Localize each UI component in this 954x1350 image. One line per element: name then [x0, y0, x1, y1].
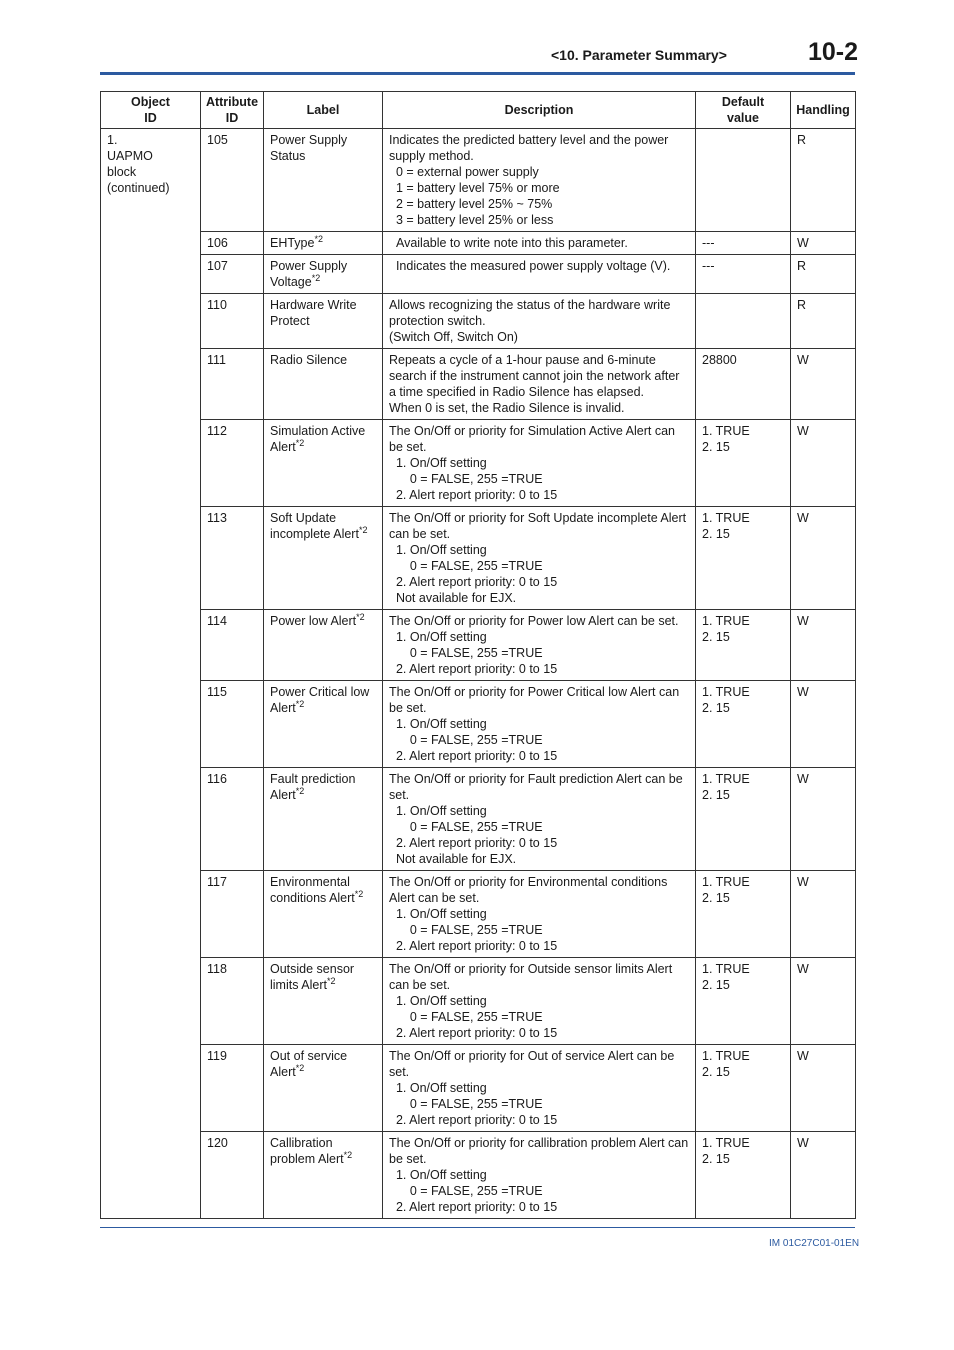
table-row: [101, 294, 856, 349]
label-cell: [264, 768, 383, 871]
description-cell: [383, 349, 696, 420]
handling-cell: W: [791, 1132, 856, 1219]
description-line: The On/Off or priority for Power low Alert can be set.: [389, 614, 679, 628]
description-line: 0 = FALSE, 255 =TRUE: [389, 1010, 543, 1024]
default-value-line: 2. 15: [702, 978, 730, 992]
default-value-line: ---: [702, 236, 715, 250]
table-row: [101, 871, 856, 958]
table-row: [101, 349, 856, 420]
description-cell: [383, 1132, 696, 1219]
default-value-line: 1. TRUE: [702, 962, 750, 976]
description-line: 1. On/Off setting: [389, 456, 487, 470]
default-value-line: 2. 15: [702, 891, 730, 905]
footnote-marker: *2: [314, 233, 323, 244]
col-header-default-value: Default value: [696, 92, 791, 129]
default-value-cell: [696, 958, 791, 1045]
attribute-id-cell: 110: [201, 294, 264, 349]
footnote-marker: *2: [295, 785, 305, 796]
description-line: Indicates the measured power supply voltage (V).: [389, 259, 671, 273]
label-text: Power Supply Status: [270, 133, 348, 163]
parameter-table: [100, 91, 856, 1219]
description-line: The On/Off or priority for Power Critical low Alert can be set.: [389, 685, 683, 715]
default-value-cell: [696, 420, 791, 507]
description-line: The On/Off or priority for Fault prediction Alert can be set.: [389, 772, 687, 802]
description-line: 1. On/Off setting: [389, 543, 487, 557]
footnote-marker: *2: [356, 611, 365, 622]
description-line: The On/Off or priority for Outside sensor limits Alert can be set.: [389, 962, 676, 992]
label-cell: [264, 958, 383, 1045]
description-line: The On/Off or priority for Environmental conditions Alert can be set.: [389, 875, 671, 905]
attribute-id-cell: 107: [201, 255, 264, 294]
description-line: Available to write note into this parameter.: [389, 236, 628, 250]
default-value-line: 2. 15: [702, 1152, 730, 1166]
object-id-line: UAPMO: [107, 149, 153, 163]
default-value-cell: [696, 232, 791, 255]
handling-cell: W: [791, 507, 856, 610]
description-line: 1. On/Off setting: [389, 994, 487, 1008]
footnote-marker: *2: [295, 437, 305, 448]
description-line: 1. On/Off setting: [389, 907, 487, 921]
table-row: [101, 681, 856, 768]
default-value-line: ---: [702, 259, 715, 273]
description-line: When 0 is set, the Radio Silence is invalid.: [389, 401, 625, 415]
label-text: Power Critical low Alert: [270, 685, 370, 715]
default-value-line: 2. 15: [702, 788, 730, 802]
attribute-id-cell: 119: [201, 1045, 264, 1132]
description-line: 0 = FALSE, 255 =TRUE: [389, 1097, 543, 1111]
default-value-line: 1. TRUE: [702, 511, 750, 525]
col-header-label: Label: [264, 92, 383, 129]
label-text: Power low Alert: [270, 614, 357, 628]
label-text: EHType: [270, 236, 315, 250]
description-line: Not available for EJX.: [389, 591, 517, 605]
label-text: Callibration problem Alert: [270, 1136, 344, 1166]
label-text: Environmental conditions Alert: [270, 875, 355, 905]
label-cell: [264, 507, 383, 610]
table-row: [101, 507, 856, 610]
description-line: 2. Alert report priority: 0 to 15: [389, 662, 558, 676]
col-header-handling: Handling: [791, 92, 856, 129]
attribute-id-cell: 111: [201, 349, 264, 420]
default-value-line: 1. TRUE: [702, 1136, 750, 1150]
default-value-line: 1. TRUE: [702, 1049, 750, 1063]
object-id-line: (continued): [107, 181, 170, 195]
label-cell: [264, 610, 383, 681]
handling-cell: R: [791, 129, 856, 232]
default-value-cell: [696, 129, 791, 232]
table-header-row: [101, 92, 856, 129]
description-line: 1 = battery level 75% or more: [389, 181, 560, 195]
description-line: 0 = FALSE, 255 =TRUE: [389, 472, 543, 486]
default-value-cell: [696, 1045, 791, 1132]
description-line: The On/Off or priority for callibration problem Alert can be set.: [389, 1136, 692, 1166]
label-cell: [264, 349, 383, 420]
label-text: Outside sensor limits Alert: [270, 962, 355, 992]
default-value-line: 1. TRUE: [702, 772, 750, 786]
handling-cell: W: [791, 232, 856, 255]
footnote-marker: *2: [358, 524, 368, 535]
object-id-line: 1.: [107, 133, 118, 147]
table-row: [101, 1132, 856, 1219]
handling-cell: W: [791, 768, 856, 871]
description-line: The On/Off or priority for Out of service Alert can be set.: [389, 1049, 678, 1079]
attribute-id-cell: 117: [201, 871, 264, 958]
label-text: Hardware Write Protect: [270, 298, 357, 328]
description-line: Allows recognizing the status of the hardware write protection switch.: [389, 298, 674, 328]
description-line: 0 = FALSE, 255 =TRUE: [389, 820, 543, 834]
attribute-id-cell: 105: [201, 129, 264, 232]
description-line: The On/Off or priority for Simulation Active Alert can be set.: [389, 424, 679, 454]
handling-cell: W: [791, 420, 856, 507]
default-value-line: 1. TRUE: [702, 875, 750, 889]
description-line: 2. Alert report priority: 0 to 15: [389, 488, 558, 502]
label-cell: [264, 420, 383, 507]
handling-cell: W: [791, 349, 856, 420]
description-cell: [383, 507, 696, 610]
default-value-line: 1. TRUE: [702, 424, 750, 438]
handling-cell: W: [791, 871, 856, 958]
default-value-line: 2. 15: [702, 630, 730, 644]
description-cell: [383, 1045, 696, 1132]
description-line: 0 = FALSE, 255 =TRUE: [389, 559, 543, 573]
default-value-line: 28800: [702, 353, 737, 367]
description-line: Repeats a cycle of a 1-hour pause and 6-minute search if the instrument cannot join the network after a time specified in Radio Silence has elapsed.: [389, 353, 683, 399]
description-line: 0 = FALSE, 255 =TRUE: [389, 733, 543, 747]
footer-rule: [100, 1227, 855, 1228]
description-line: The On/Off or priority for Soft Update incomplete Alert can be set.: [389, 511, 690, 541]
table-row: [101, 610, 856, 681]
footnote-marker: *2: [326, 975, 336, 986]
description-line: Not available for EJX.: [389, 852, 517, 866]
attribute-id-cell: 114: [201, 610, 264, 681]
default-value-cell: [696, 349, 791, 420]
table-row: [101, 129, 856, 232]
col-header-object-id: Object ID: [101, 92, 201, 129]
description-line: (Switch Off, Switch On): [389, 330, 518, 344]
col-header-description: Description: [383, 92, 696, 129]
table-row: [101, 232, 856, 255]
description-line: 2. Alert report priority: 0 to 15: [389, 749, 558, 763]
description-cell: [383, 294, 696, 349]
label-cell: [264, 255, 383, 294]
description-line: 2. Alert report priority: 0 to 15: [389, 1113, 558, 1127]
description-line: 3 = battery level 25% or less: [389, 213, 554, 227]
description-line: 0 = FALSE, 255 =TRUE: [389, 1184, 543, 1198]
handling-cell: W: [791, 610, 856, 681]
attribute-id-cell: 115: [201, 681, 264, 768]
header-rule: [100, 72, 855, 75]
default-value-cell: [696, 507, 791, 610]
label-text: Soft Update incomplete Alert: [270, 511, 359, 541]
default-value-line: 1. TRUE: [702, 614, 750, 628]
table-row: [101, 420, 856, 507]
default-value-line: 2. 15: [702, 440, 730, 454]
description-cell: [383, 420, 696, 507]
default-value-cell: [696, 1132, 791, 1219]
attribute-id-cell: 116: [201, 768, 264, 871]
description-cell: [383, 871, 696, 958]
footnote-marker: *2: [295, 1062, 305, 1073]
section-title: <10. Parameter Summary>: [551, 47, 727, 63]
handling-cell: R: [791, 255, 856, 294]
description-line: 1. On/Off setting: [389, 630, 487, 644]
description-cell: [383, 681, 696, 768]
col-header-attribute-id: Attribute ID: [201, 92, 264, 129]
default-value-line: 2. 15: [702, 1065, 730, 1079]
handling-cell: R: [791, 294, 856, 349]
footnote-marker: *2: [354, 888, 364, 899]
description-line: 0 = FALSE, 255 =TRUE: [389, 646, 543, 660]
description-line: 2 = battery level 25% ~ 75%: [389, 197, 553, 211]
default-value-line: 1. TRUE: [702, 685, 750, 699]
description-line: 2. Alert report priority: 0 to 15: [389, 1200, 558, 1214]
footnote-marker: *2: [295, 698, 305, 709]
attribute-id-cell: 120: [201, 1132, 264, 1219]
description-line: 2. Alert report priority: 0 to 15: [389, 939, 558, 953]
handling-cell: W: [791, 958, 856, 1045]
table-row: [101, 255, 856, 294]
default-value-cell: [696, 294, 791, 349]
description-line: 0 = FALSE, 255 =TRUE: [389, 923, 543, 937]
object-id-cell: [101, 129, 201, 1219]
label-text: Fault prediction Alert: [270, 772, 356, 802]
description-line: 2. Alert report priority: 0 to 15: [389, 836, 558, 850]
attribute-id-cell: 118: [201, 958, 264, 1045]
table-row: [101, 958, 856, 1045]
default-value-cell: [696, 255, 791, 294]
default-value-cell: [696, 768, 791, 871]
description-line: 2. Alert report priority: 0 to 15: [389, 1026, 558, 1040]
page-number: 10-2: [808, 38, 859, 66]
object-id-line: block: [107, 165, 137, 179]
attribute-id-cell: 112: [201, 420, 264, 507]
description-line: 1. On/Off setting: [389, 1168, 487, 1182]
attribute-id-cell: 113: [201, 507, 264, 610]
label-cell: [264, 871, 383, 958]
default-value-cell: [696, 681, 791, 768]
default-value-cell: [696, 610, 791, 681]
default-value-line: 2. 15: [702, 701, 730, 715]
table-row: [101, 1045, 856, 1132]
label-cell: [264, 294, 383, 349]
table-row: [101, 768, 856, 871]
description-line: 1. On/Off setting: [389, 1081, 487, 1095]
label-text: Out of service Alert: [270, 1049, 348, 1079]
description-line: 2. Alert report priority: 0 to 15: [389, 575, 558, 589]
label-text: Radio Silence: [270, 353, 348, 367]
label-text: Simulation Active Alert: [270, 424, 366, 454]
description-cell: [383, 255, 696, 294]
attribute-id-cell: 106: [201, 232, 264, 255]
default-value-cell: [696, 871, 791, 958]
description-cell: [383, 958, 696, 1045]
description-line: 0 = external power supply: [389, 165, 539, 179]
handling-cell: W: [791, 1045, 856, 1132]
footnote-marker: *2: [311, 272, 321, 283]
footnote-marker: *2: [343, 1149, 353, 1160]
description-line: 1. On/Off setting: [389, 717, 487, 731]
description-cell: [383, 129, 696, 232]
description-cell: [383, 610, 696, 681]
handling-cell: W: [791, 681, 856, 768]
description-line: 1. On/Off setting: [389, 804, 487, 818]
label-cell: [264, 1045, 383, 1132]
label-cell: [264, 232, 383, 255]
label-text: Power Supply Voltage: [270, 259, 348, 289]
description-line: Indicates the predicted battery level and the power supply method.: [389, 133, 672, 163]
default-value-line: 2. 15: [702, 527, 730, 541]
description-cell: [383, 768, 696, 871]
label-cell: [264, 129, 383, 232]
label-cell: [264, 1132, 383, 1219]
document-id: IM 01C27C01-01EN: [769, 1238, 860, 1249]
description-cell: [383, 232, 696, 255]
label-cell: [264, 681, 383, 768]
